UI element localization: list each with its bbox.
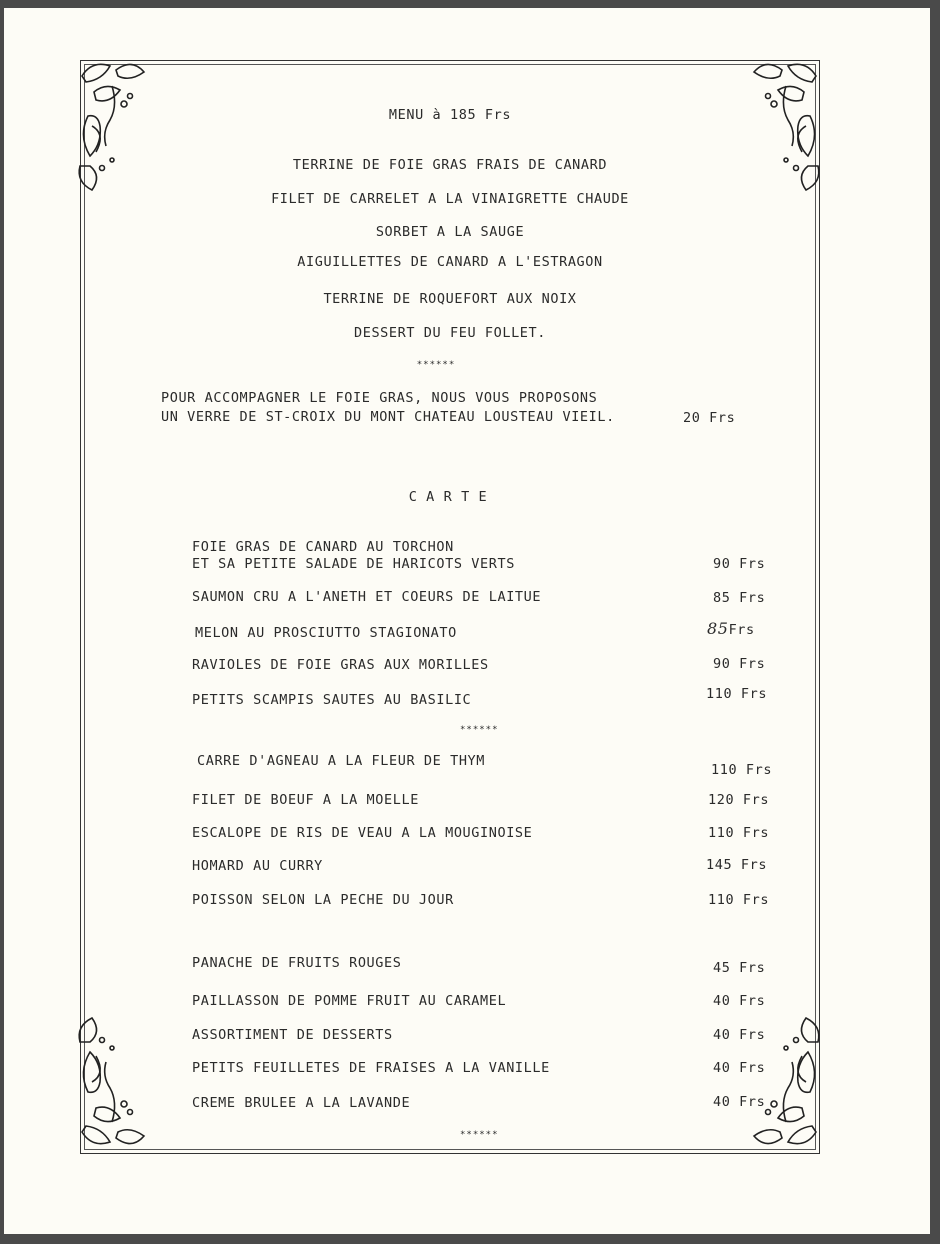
carte-item: HOMARD AU CURRY bbox=[192, 858, 323, 874]
item-price: 110 Frs bbox=[708, 892, 770, 908]
item-price: 90 Frs bbox=[713, 656, 766, 672]
item-price: 40 Frs bbox=[713, 993, 766, 1009]
carte-item: MELON AU PROSCIUTTO STAGIONATO bbox=[195, 625, 457, 641]
carte-item: PETITS FEUILLETES DE FRAISES A LA VANILLE bbox=[192, 1060, 550, 1076]
item-price: 45 Frs bbox=[713, 960, 766, 976]
item-price bbox=[707, 619, 755, 638]
separator: ****** bbox=[460, 725, 499, 735]
item-price: 90 Frs bbox=[713, 556, 766, 572]
floral-corner-ornament bbox=[72, 1012, 150, 1152]
item-price: 40 Frs bbox=[713, 1060, 766, 1076]
separator: ****** bbox=[460, 1130, 499, 1140]
menu-course: SORBET A LA SAUGE bbox=[375, 224, 525, 240]
item-price: 110 Frs bbox=[706, 686, 768, 702]
wine-suggestion-line: UN VERRE DE ST-CROIX DU MONT CHATEAU LOUSTEAU VIEIL. bbox=[161, 409, 615, 425]
carte-item: ET SA PETITE SALADE DE HARICOTS VERTS bbox=[192, 556, 515, 572]
floral-corner-ornament bbox=[748, 56, 826, 196]
item-price: 40 Frs bbox=[713, 1027, 766, 1043]
carte-item: CARRE D'AGNEAU A LA FLEUR DE THYM bbox=[197, 753, 486, 769]
menu-course: DESSERT DU FEU FOLLET. bbox=[353, 325, 546, 341]
menu-title: MENU à 185 Frs bbox=[388, 107, 512, 123]
carte-item: PETITS SCAMPIS SAUTES AU BASILIC bbox=[192, 692, 472, 708]
menu-course: FILET DE CARRELET A LA VINAIGRETTE CHAUDE bbox=[271, 191, 629, 207]
carte-title: C A R T E bbox=[408, 489, 488, 505]
menu-course: TERRINE DE ROQUEFORT AUX NOIX bbox=[323, 291, 577, 307]
price-unit: Frs bbox=[728, 622, 755, 638]
carte-item: POISSON SELON LA PECHE DU JOUR bbox=[192, 892, 454, 908]
item-price: 40 Frs bbox=[713, 1094, 766, 1110]
carte-item: ASSORTIMENT DE DESSERTS bbox=[192, 1027, 393, 1043]
menu-course: TERRINE DE FOIE GRAS FRAIS DE CANARD bbox=[292, 157, 608, 173]
item-price: 120 Frs bbox=[708, 792, 770, 808]
separator: ****** bbox=[416, 360, 456, 370]
item-price: 145 Frs bbox=[706, 857, 768, 873]
carte-item: PAILLASSON DE POMME FRUIT AU CARAMEL bbox=[192, 993, 507, 1009]
carte-item: CREME BRULEE A LA LAVANDE bbox=[192, 1095, 411, 1111]
carte-item: PANACHE DE FRUITS ROUGES bbox=[192, 955, 402, 971]
carte-item: RAVIOLES DE FOIE GRAS AUX MORILLES bbox=[192, 657, 489, 673]
wine-price: 20 Frs bbox=[683, 410, 736, 426]
carte-item: FILET DE BOEUF A LA MOELLE bbox=[192, 792, 419, 808]
item-price: 110 Frs bbox=[711, 762, 773, 778]
carte-item: FOIE GRAS DE CANARD AU TORCHON bbox=[192, 539, 454, 555]
carte-item: ESCALOPE DE RIS DE VEAU A LA MOUGINOISE bbox=[192, 825, 533, 841]
handwritten-price: 85 bbox=[707, 619, 729, 638]
floral-corner-ornament bbox=[72, 56, 150, 196]
item-price: 110 Frs bbox=[708, 825, 770, 841]
wine-suggestion-line: POUR ACCOMPAGNER LE FOIE GRAS, NOUS VOUS PROPOSONS bbox=[161, 390, 598, 406]
carte-item: SAUMON CRU A L'ANETH ET COEURS DE LAITUE bbox=[192, 589, 542, 605]
item-price: 85 Frs bbox=[713, 590, 766, 606]
menu-course: AIGUILLETTES DE CANARD A L'ESTRAGON bbox=[297, 254, 603, 270]
